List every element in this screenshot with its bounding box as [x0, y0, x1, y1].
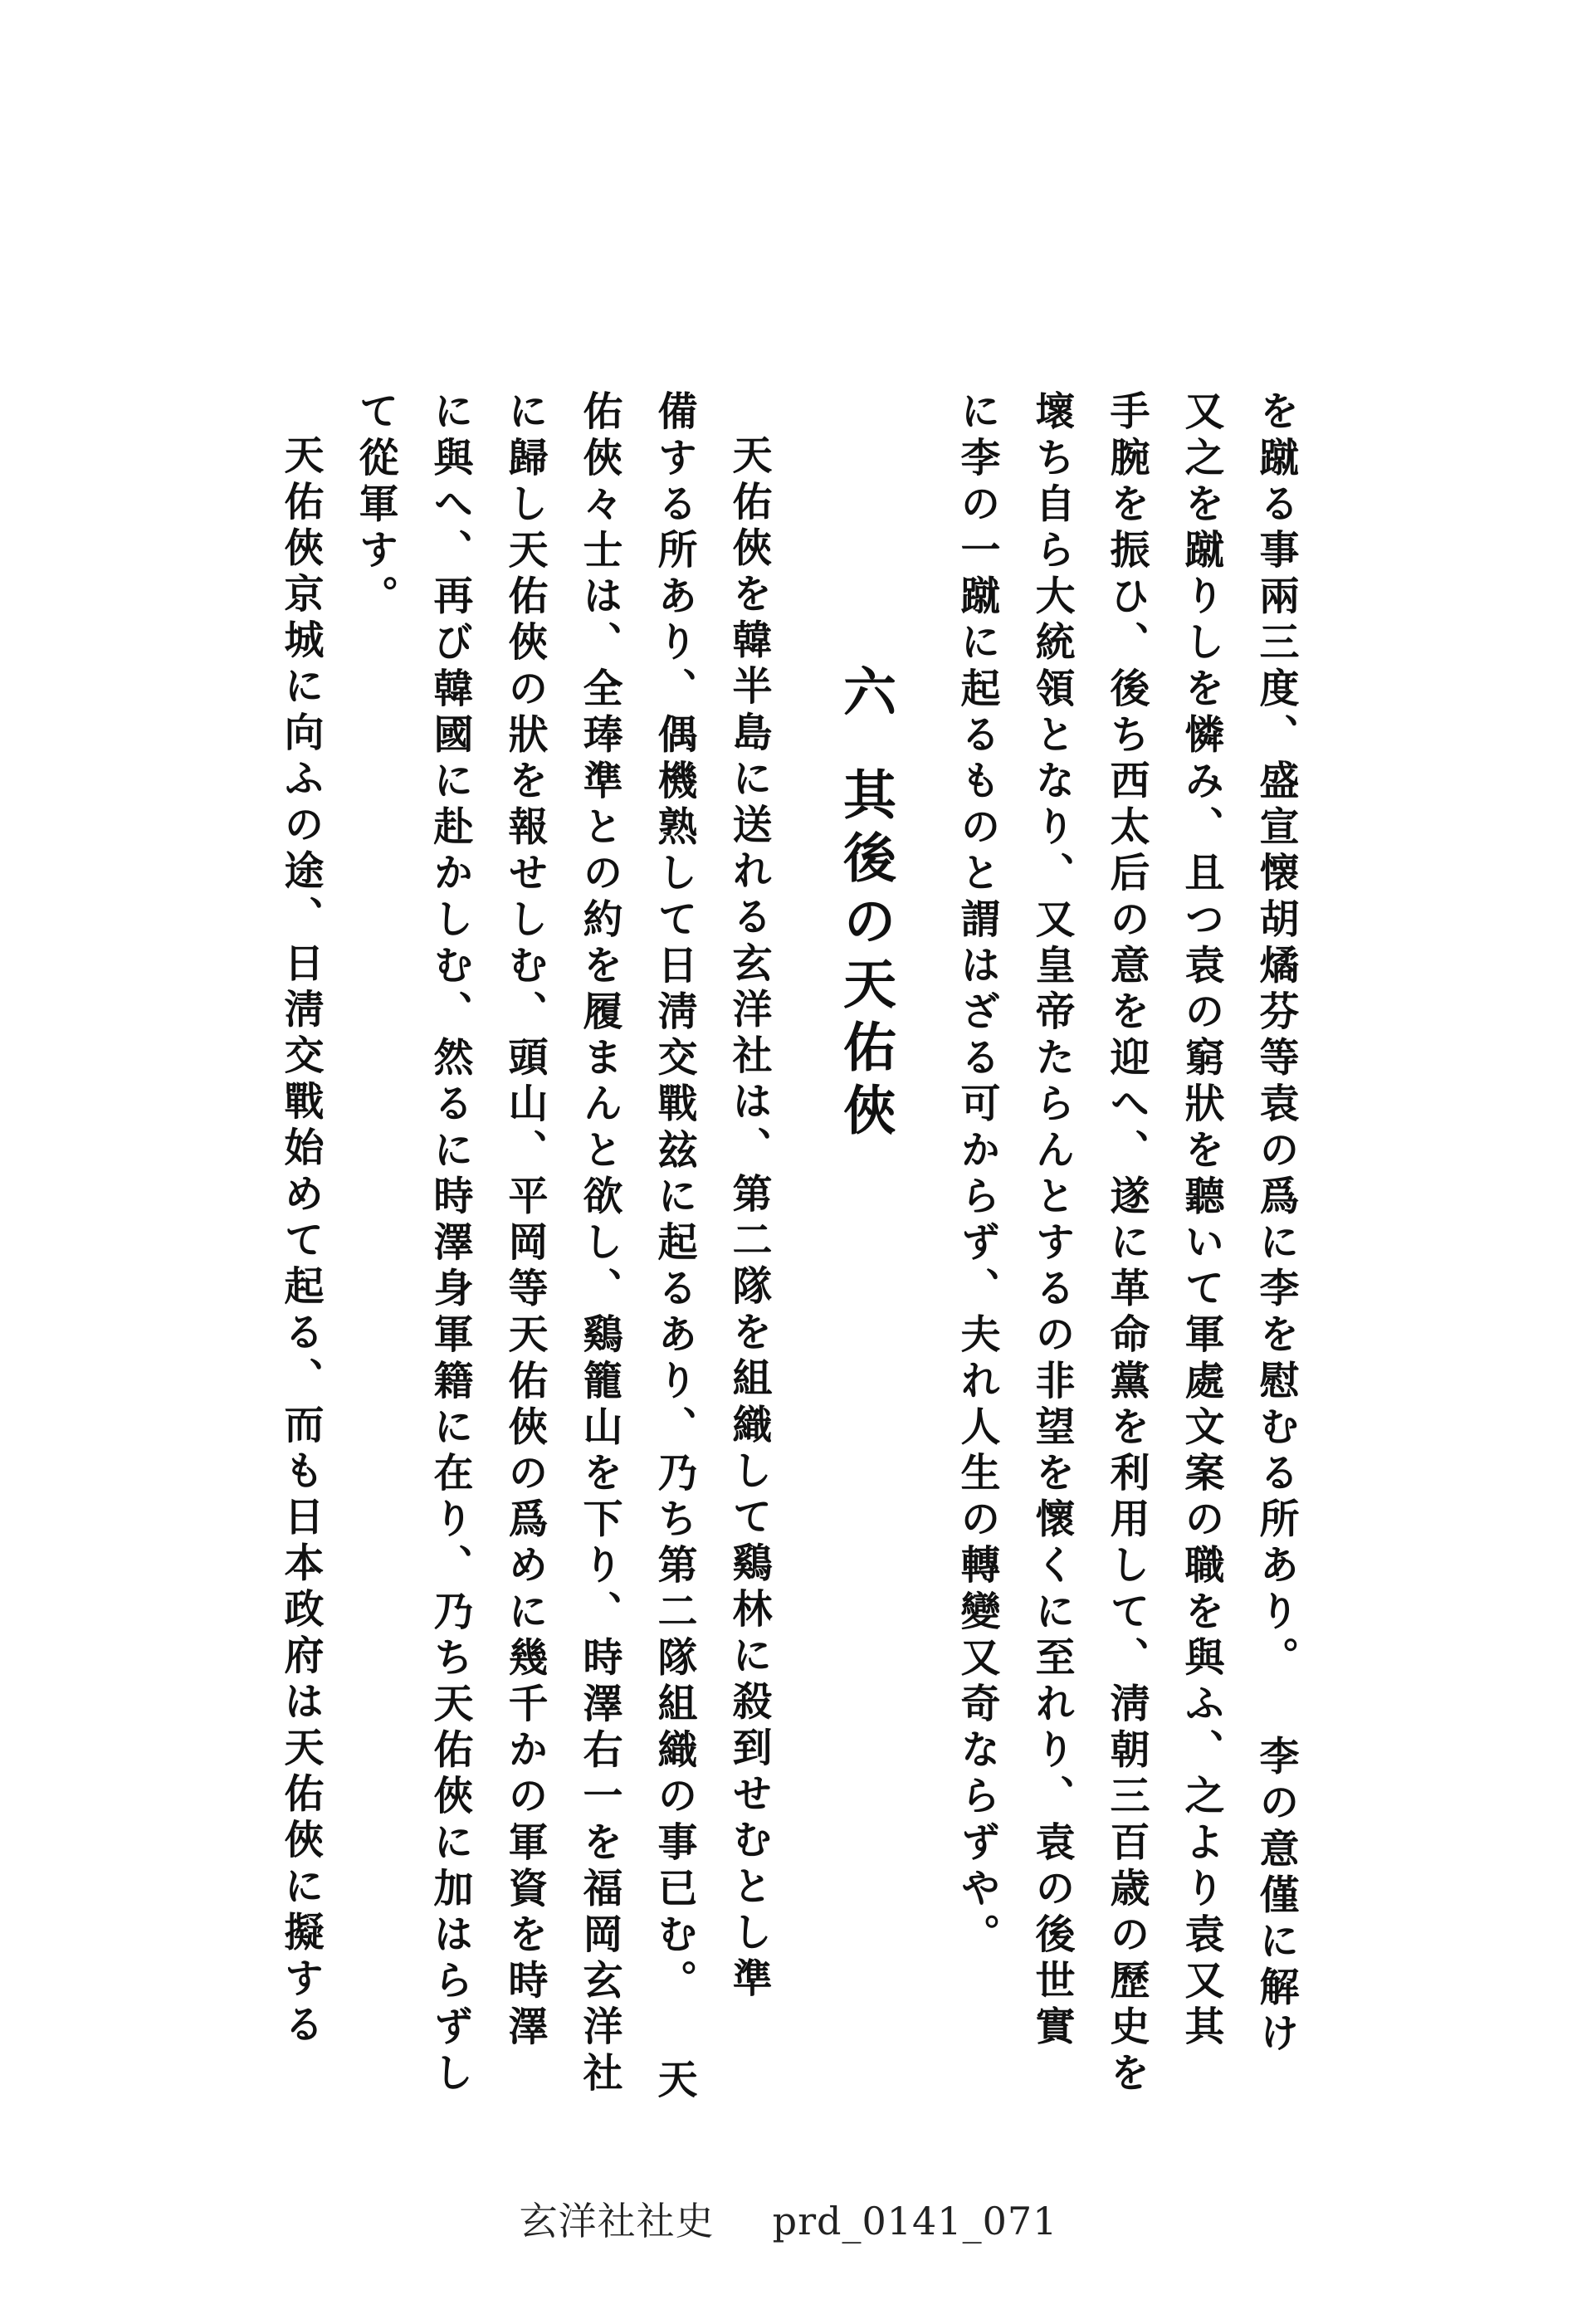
text-column-12: 天佑俠京城に向ふの途、日淸交戰始めて起る、而も日本政府は天佑俠に擬する: [277, 434, 324, 2049]
section-title: 其後の天佑俠: [834, 767, 896, 1145]
text-column-9: に歸し天佑俠の狀を報せしむ、頭山、平岡等天佑俠の爲めに幾千かの軍資を時澤: [501, 390, 548, 2052]
text-column-7: 備する所あり、偶機熟して日淸交戰玆に起るあり、乃ち第二隊組織の事已む。 天: [651, 390, 697, 2105]
text-column-1: を蹴る事兩三度、盛宣懐胡燏芬等袁の爲に李を慰むる所あり。 李の意僅に解け: [1252, 390, 1299, 2058]
page-footer: [0, 2191, 1577, 2246]
text-column-2: 又之を蹴りしを憐み、且つ袁の窮狀を聽いて軍處文案の職を與ふ、之より袁又其: [1178, 390, 1224, 2052]
footer-page-id: prd_0141_071: [772, 2199, 1058, 2243]
section-number: 六: [834, 664, 896, 717]
section-heading: [834, 664, 896, 1145]
text-column-11: て從軍す。: [352, 390, 398, 621]
text-column-8: 佑俠々士は、全琫準との約を履まんと欲し、鷄籠山を下り、時澤右一を福岡玄洋社: [576, 390, 622, 2098]
text-column-4: 壞ち自ら大統領となり、又皇帝たらんとするの非望を懷くに至れり、袁の後世實: [1028, 390, 1075, 2052]
text-column-6: 天佑俠を韓半島に送れる玄洋社は、第二隊を組織して鷄林に殺到せむとし準: [725, 434, 772, 2004]
text-column-10: に與へ、再び韓國に赴かしむ、然るに時澤身軍籍に在り、乃ち天佑俠に加はらずし: [427, 390, 473, 2098]
text-column-3: 手腕を振ひ、後ち西太后の意を迎へ、遂に革命黨を利用して、淸朝三百歳の歷史を: [1103, 390, 1150, 2098]
text-column-5: に李の一蹴に起るものと謂はざる可からず、夫れ人生の轉變又奇ならずや。: [954, 390, 1000, 1960]
footer-book-title: 玄洋社社史: [519, 2199, 715, 2243]
